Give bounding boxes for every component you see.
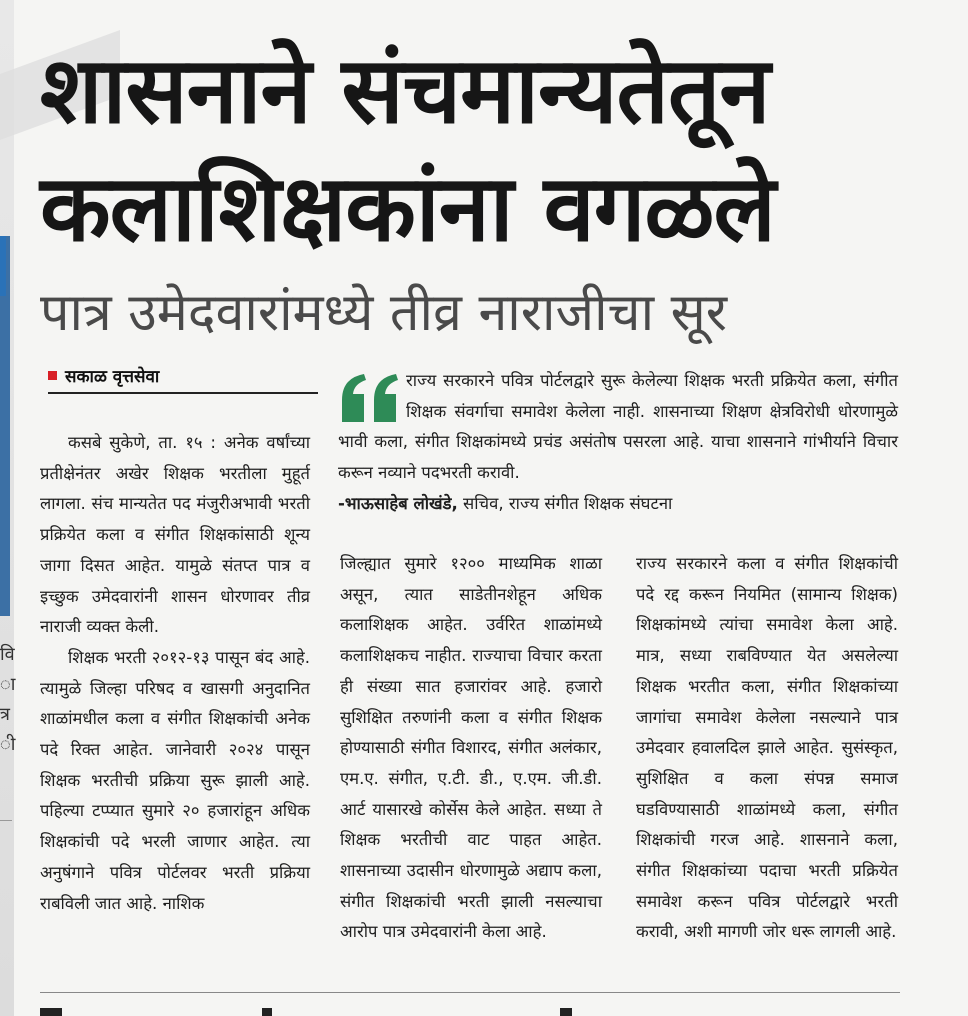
byline-underline [48, 392, 318, 394]
byline-bullet-icon [48, 371, 57, 380]
byline-text: सकाळ वृत्तसेवा [65, 367, 160, 387]
adjacent-article-blue-accent [0, 236, 6, 296]
quote-designation: सचिव, राज्य संगीत शिक्षक संघटना [463, 493, 673, 513]
article-column-1 [40, 428, 310, 919]
quote-text: राज्य सरकारने पवित्र पोर्टलद्वारे सुरू केलेल्या शिक्षक भरती प्रक्रियेत कला, संगीत शिक्षक संवर्गाचा समावेश केलेला नाही. शासनाच्या शिक्षण क्षेत्रविरोधी धोरणामुळे भावी कला, संगीत शिक्षकांमध्ये प्रचंड असंतोष पसरला आहे. याचा शासनाने गांभीर्याने विचार करून नव्याने पदभरती करावी. [338, 371, 898, 483]
paragraph: कसबे सुकेणे, ता. १५ : अनेक वर्षांच्या प्रतीक्षेनंतर अखेर शिक्षक भरतीला मुहूर्त लागला. संच मान्यतेत पद मंजुरीअभावी भरती प्रक्रियेत कला व संगीत शिक्षकांसाठी शून्य जागा दिसत आहेत. यामुळे संतप्त पात्र व इच्छुक उमेदवारांनी शासन धोरणावर तीव्र नाराजी व्यक्त केली. [40, 433, 310, 637]
subheadline: पात्र उमेदवारांमध्ये तीव्र नाराजीचा सूर [40, 283, 727, 343]
quote-mark-icon [338, 370, 402, 426]
next-article-fragment [40, 1008, 62, 1016]
article-column-3 [636, 549, 898, 948]
page-bottom-rule [40, 992, 900, 993]
quote-author: -भाऊसाहेब लोखंडे, [338, 493, 458, 513]
edge-rule [0, 820, 12, 821]
adjacent-article-fragment [0, 640, 16, 760]
paragraph: शिक्षक भरती २०१२-१३ पासून बंद आहे. त्यामुळे जिल्हा परिषद व खासगी अनुदानित शाळांमधील कला व संगीत शिक्षकांची अनेक पदे रिक्त आहेत. जानेवारी २०२४ पासून शिक्षक भरतीची प्रक्रिया सुरू झाली आहे. पहिल्या टप्प्यात सुमारे २० हजारांहून अधिक शिक्षकांची पदे भरली जाणार आहेत. त्या अनुषंगाने पवित्र पोर्टलवर भरती प्रक्रिया राबविली जात आहे. नाशिक [40, 647, 310, 913]
article-column-2 [340, 549, 602, 948]
paragraph: राज्य सरकारने कला व संगीत शिक्षकांची पदे रद्द करून नियमित (सामान्य शिक्षक) शिक्षकांमध्ये त्यांचा समावेश केला आहे. मात्र, सध्या राबविण्यात येत असलेल्या शिक्षक भरतीत कला, संगीत शिक्षकांच्या जागांचा समावेश केलेला नसल्याने पात्र उमेदवार हवालदिल झाले आहेत. सुसंस्कृत, सुशिक्षित व कला संपन्न समाज घडविण्यासाठी शाळांमध्ये कला, संगीत शिक्षकांची गरज आहे. शासनाने कला, संगीत शिक्षकांच्या पदाचा भरती प्रक्रियेत समावेश करून पवित्र पोर्टलद्वारे भरती करावी, अशी मागणी जोर धरू लागली आहे. [636, 554, 898, 942]
paragraph: जिल्ह्यात सुमारे १२०० माध्यमिक शाळा असून, त्यात साडेतीनशेहून अधिक कलाशिक्षक आहेत. उर्वरित शाळांमध्ये कलाशिक्षकच नाहीत. राज्याचा विचार करता ही संख्या सात हजारांवर आहे. हजारो सुशिक्षित तरुणांनी कला व संगीत शिक्षक होण्यासाठी संगीत विशारद, संगीत अलंकार, एम.ए. संगीत, ए.टी. डी., ए.एम. जी.डी. आर्ट यासारखे कोर्सेस केले आहेत. सध्या ते शिक्षक भरतीची वाट पाहत आहेत. शासनाच्या उदासीन धोरणामुळे अद्याप कला, संगीत शिक्षकांची भरती झाली नसल्याचा आरोप पात्र उमेदवारांनी केला आहे. [340, 554, 602, 942]
edge-fragment: ा [0, 674, 16, 695]
edge-fragment: वि [0, 644, 15, 665]
edge-fragment: ी [0, 734, 16, 755]
next-article-fragment [560, 1008, 572, 1016]
headline-line-2: कलाशिक्षकांना वगळले [40, 155, 775, 262]
headline-line-1: शासनाने संचमान्यतेतून [40, 37, 770, 144]
headline [40, 32, 940, 268]
edge-fragment: त्र [0, 704, 10, 725]
next-article-fragment [262, 1008, 272, 1016]
pull-quote [338, 366, 898, 520]
byline [48, 364, 328, 387]
quote-attribution [338, 489, 898, 520]
